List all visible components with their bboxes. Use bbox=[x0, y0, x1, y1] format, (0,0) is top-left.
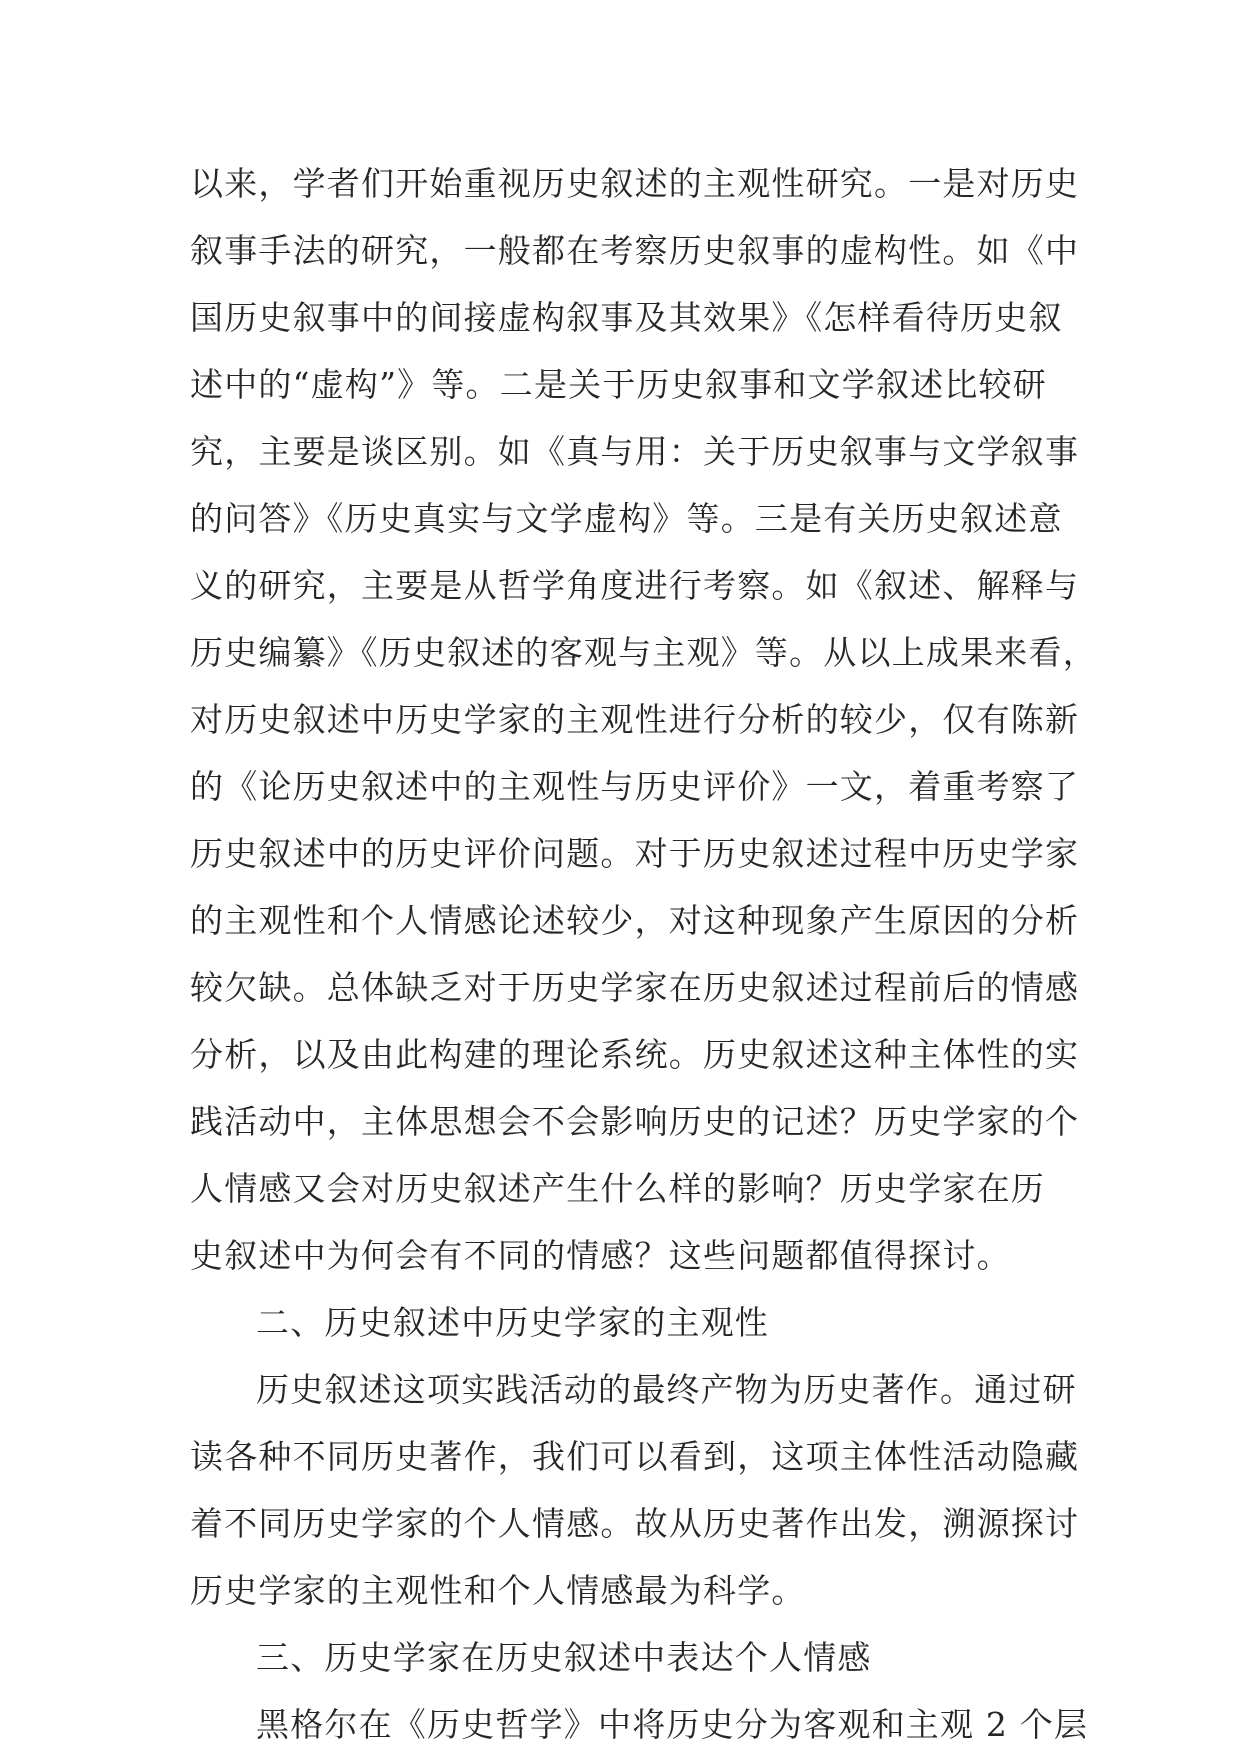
text-line: 践活动中，主体思想会不会影响历史的记述？历史学家的个 bbox=[190, 1102, 1080, 1141]
text-line: 以来，学者们开始重视历史叙述的主观性研究。一是对历史 bbox=[190, 164, 1080, 203]
section-heading: 三、历史学家在历史叙述中表达个人情感 bbox=[256, 1638, 872, 1677]
text-line: 对历史叙述中历史学家的主观性进行分析的较少，仅有陈新 bbox=[190, 700, 1080, 739]
text-line: 叙事手法的研究，一般都在考察历史叙事的虚构性。如《中 bbox=[190, 231, 1080, 270]
text-line: 着不同历史学家的个人情感。故从历史著作出发，溯源探讨 bbox=[190, 1504, 1080, 1543]
text-line: 的《论历史叙述中的主观性与历史评价》一文，着重考察了 bbox=[190, 767, 1080, 806]
body-text bbox=[190, 150, 1097, 1758]
text-line: 究，主要是谈区别。如《真与用：关于历史叙事与文学叙事 bbox=[190, 432, 1080, 471]
text-line: 人情感又会对历史叙述产生什么样的影响？历史学家在历 bbox=[190, 1169, 1045, 1208]
text-line: 读各种不同历史著作，我们可以看到，这项主体性活动隐藏 bbox=[190, 1437, 1080, 1476]
text-line: 的问答》《历史真实与文学虚构》等。三是有关历史叙述意 bbox=[190, 499, 1063, 538]
section-heading: 二、历史叙述中历史学家的主观性 bbox=[256, 1303, 769, 1342]
text-line: 较欠缺。总体缺乏对于历史学家在历史叙述过程前后的情感 bbox=[190, 968, 1080, 1007]
text-line: 历史叙述中的历史评价问题。对于历史叙述过程中历史学家 bbox=[190, 834, 1080, 873]
text-line: 述中的“虚构”》等。二是关于历史叙事和文学叙述比较研 bbox=[190, 365, 1047, 404]
text-line: 的主观性和个人情感论述较少，对这种现象产生原因的分析 bbox=[190, 901, 1080, 940]
text-line: 史叙述中为何会有不同的情感？这些问题都值得探讨。 bbox=[190, 1236, 1011, 1275]
paragraph-first-line: 历史叙述这项实践活动的最终产物为历史著作。通过研 bbox=[256, 1370, 1077, 1409]
text-line: 历史编纂》《历史叙述的客观与主观》等。从以上成果来看， bbox=[190, 633, 1097, 672]
text-line: 国历史叙事中的间接虚构叙事及其效果》《怎样看待历史叙 bbox=[190, 298, 1063, 337]
text-line: 历史学家的主观性和个人情感最为科学。 bbox=[190, 1571, 806, 1610]
text-line: 分析，以及由此构建的理论系统。历史叙述这种主体性的实 bbox=[190, 1035, 1080, 1074]
paragraph-first-line: 黑格尔在《历史哲学》中将历史分为客观和主观 2 个层 bbox=[256, 1705, 1089, 1744]
text-line: 义的研究，主要是从哲学角度进行考察。如《叙述、解释与 bbox=[190, 566, 1080, 605]
